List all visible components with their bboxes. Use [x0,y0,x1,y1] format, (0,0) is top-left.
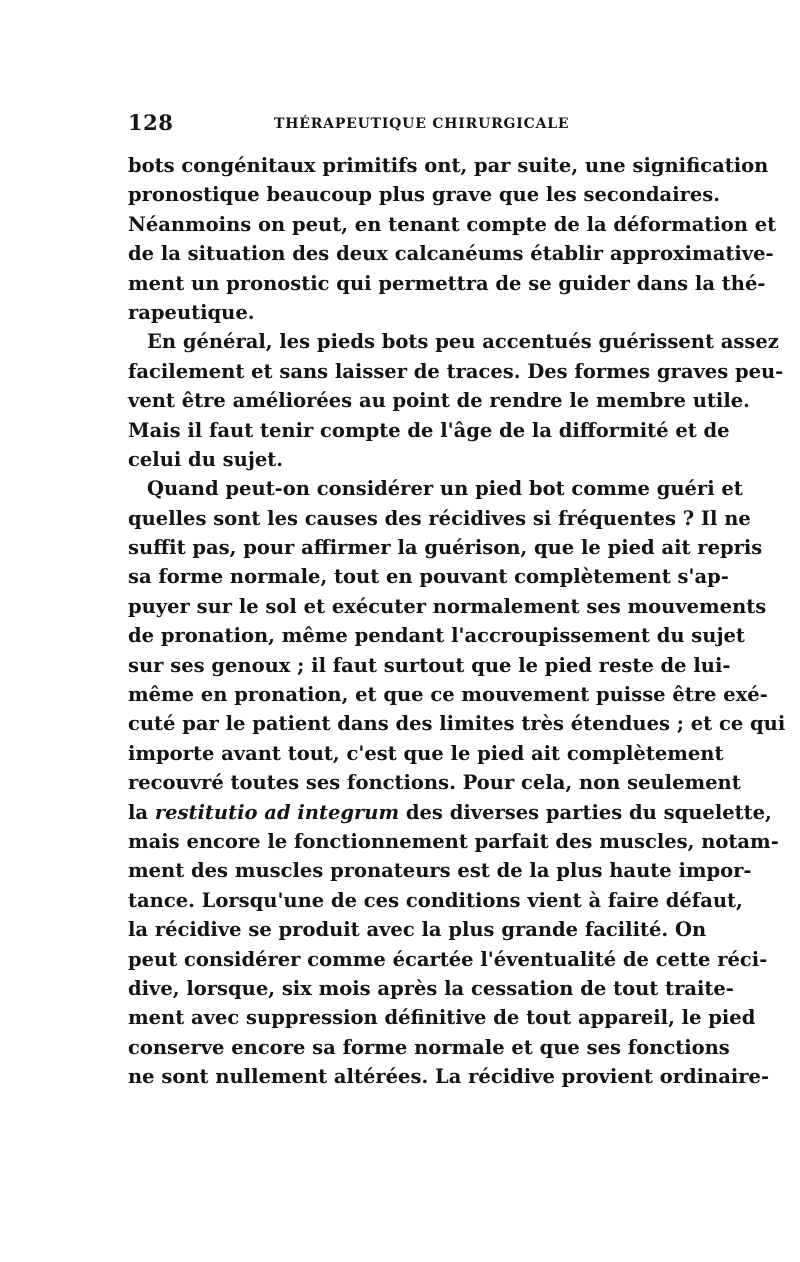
text-line: ment un pronostic qui permettra de se guider dans la thé- [128,271,766,295]
text-line: bots congénitaux primitifs ont, par suite, une signification [128,154,769,177]
page-header [128,110,673,140]
text-line: suffit pas, pour affirmer la guérison, que le pied ait repris [128,536,763,560]
text-line: cuté par le patient dans des limites très étendues ; et ce qui [128,712,786,736]
text-line: facilement et sans laisser de traces. Des formes graves peu- [128,359,784,383]
text-line: Quand peut-on considérer un pied bot comme guéri et [147,477,743,501]
text-line: la récidive se produit avec la plus grande facilité. On [128,918,707,942]
text-line: dive, lorsque, six mois après la cessation de tout traite- [128,976,734,1000]
text-line: En général, les pieds bots peu accentués guérissent assez [147,330,779,354]
text-line: conserve encore sa forme normale et que ses fonctions [128,1035,730,1059]
body-text [128,151,786,1092]
text-line: de la situation des deux calcanéums établir approximative- [128,242,774,266]
text-line: Mais il faut tenir compte de l'âge de la difformité et de [128,418,730,442]
text-line: peut considérer comme écartée l'éventualité de cette réci- [128,947,768,971]
text-line: celui du sujet. [128,447,284,471]
text-fragment: la [128,800,155,824]
text-line-with-italic [128,798,772,827]
page-number: 128 [128,110,174,135]
running-title: THÉRAPEUTIQUE CHIRURGICALE [274,116,570,132]
text-line: sur ses genoux ; il faut surtout que le pied reste de lui- [128,653,731,677]
paragraph [128,151,777,327]
text-fragment: des diverses parties du squelette, [399,800,772,824]
text-line: ment des muscles pronateurs est de la plus haute impor- [128,859,752,883]
text-line: ne sont nullement altérées. La récidive provient ordinaire- [128,1065,770,1089]
paragraph [128,474,786,1091]
text-line: sa forme normale, tout en pouvant complètement s'ap- [128,565,729,589]
text-line: tance. Lorsqu'une de ces conditions vient à faire défaut, [128,888,743,912]
text-line: pronostique beaucoup plus grave que les secondaires. [128,183,721,207]
latin-phrase: restitutio ad integrum [154,800,400,824]
text-line: Néanmoins on peut, en tenant compte de la déformation et [128,212,777,236]
text-line: quelles sont les causes des récidives si fréquentes ? Il ne [128,506,751,530]
text-line: ment avec suppression définitive de tout appareil, le pied [128,1006,756,1030]
text-line: vent être améliorées au point de rendre le membre utile. [128,389,750,413]
text-line: de pronation, même pendant l'accroupissement du sujet [128,624,745,648]
text-line: importe avant tout, c'est que le pied ait complètement [128,741,724,765]
paragraph [128,327,784,474]
text-line: recouvré toutes ses fonctions. Pour cela, non seulement [128,771,741,795]
text-line: mais encore le fonctionnement parfait des muscles, notam- [128,829,779,853]
text-line: puyer sur le sol et exécuter normalement ses mouvements [128,594,767,618]
text-line: même en pronation, et que ce mouvement puisse être exé- [128,683,768,707]
text-line: rapeutique. [128,300,255,324]
